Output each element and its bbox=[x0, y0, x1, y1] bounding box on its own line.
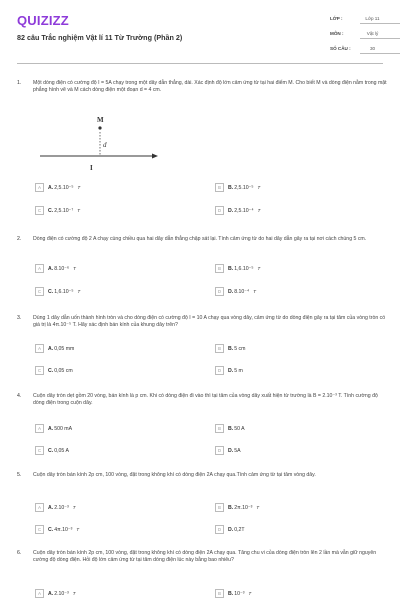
option-value: 500 mA bbox=[54, 425, 73, 432]
option-letter: D. bbox=[228, 367, 234, 374]
option-a[interactable] bbox=[35, 183, 80, 192]
wire-diagram bbox=[40, 112, 160, 174]
option-letter: B. bbox=[228, 504, 234, 511]
option-letter: B. bbox=[228, 425, 234, 432]
option-letter: A. bbox=[48, 184, 54, 191]
option-value: 2π.10⁻³ bbox=[234, 504, 253, 511]
option-unit: T bbox=[77, 208, 80, 213]
option-box: D bbox=[215, 287, 224, 296]
option-c[interactable] bbox=[35, 525, 79, 534]
option-box: D bbox=[215, 206, 224, 215]
option-value: 0,05 cm bbox=[54, 367, 73, 374]
question-number: 4. bbox=[17, 393, 22, 399]
meta-count-label: SỐ CÂU : bbox=[330, 46, 351, 51]
option-box: A bbox=[35, 183, 44, 192]
option-d[interactable] bbox=[215, 206, 260, 215]
option-box: A bbox=[35, 264, 44, 273]
meta-underline bbox=[360, 53, 400, 54]
option-value: 2.10⁻³ bbox=[54, 590, 69, 597]
option-letter: A. bbox=[48, 504, 54, 511]
point-m-dot bbox=[98, 126, 101, 129]
option-value: 5 cm bbox=[234, 345, 246, 352]
option-letter: B. bbox=[228, 345, 234, 352]
option-value: 1,6.10⁻⁵ bbox=[54, 288, 74, 295]
meta-underline bbox=[360, 38, 400, 39]
option-box: B bbox=[215, 183, 224, 192]
option-value: 0,05 A bbox=[54, 447, 69, 454]
option-box: B bbox=[215, 589, 224, 598]
option-letter: A. bbox=[48, 265, 54, 272]
option-value: 4π.10⁻³ bbox=[54, 526, 73, 533]
option-letter: D. bbox=[228, 526, 234, 533]
option-value: 2,5.10⁻⁵ bbox=[234, 184, 254, 191]
meta-underline bbox=[360, 23, 400, 24]
option-b[interactable] bbox=[215, 344, 245, 353]
option-letter: C. bbox=[48, 367, 54, 374]
option-value: 2.10⁻³ bbox=[54, 504, 69, 511]
option-unit: T bbox=[72, 505, 76, 510]
meta-class bbox=[330, 16, 385, 21]
option-c[interactable] bbox=[35, 287, 80, 296]
option-a[interactable] bbox=[35, 344, 74, 353]
option-b[interactable] bbox=[215, 424, 245, 433]
option-value: 2,5.10⁻⁵ bbox=[54, 184, 74, 191]
option-box: A bbox=[35, 503, 44, 512]
meta-class-value: Lớp 11 bbox=[365, 16, 380, 21]
option-unit: T bbox=[253, 289, 257, 294]
question-text: Dòng điện có cường độ 2 A chạy cùng chiều qua hai dây dẫn thẳng chập sát lại. Tính cảm ứng từ do hai dây dẫn gây ra tại nơi cách chúng 5 cm. bbox=[33, 236, 367, 242]
question-number: 2. bbox=[17, 236, 22, 242]
question-number: 3. bbox=[17, 315, 22, 321]
point-m-label: M bbox=[97, 116, 104, 124]
meta-class-label: LỚP : bbox=[330, 16, 343, 21]
option-letter: D. bbox=[228, 447, 234, 454]
meta-subject-value: Vật lý bbox=[366, 31, 379, 36]
option-d[interactable] bbox=[215, 287, 256, 296]
option-letter: D. bbox=[228, 207, 234, 214]
option-box: C bbox=[35, 525, 44, 534]
document-title: 82 câu Trắc nghiệm Vật lí 11 Từ Trường (Phần 2) bbox=[17, 33, 183, 42]
option-unit: T bbox=[77, 185, 81, 190]
quizizz-logo: QUIZIZZ bbox=[17, 13, 69, 28]
option-box: C bbox=[35, 366, 44, 375]
option-b[interactable] bbox=[215, 503, 259, 512]
option-letter: C. bbox=[48, 207, 54, 214]
current-label: I bbox=[90, 164, 93, 172]
option-value: 0,2T bbox=[234, 526, 245, 533]
option-value: 1,6.10⁻⁵ bbox=[234, 265, 254, 272]
option-value: 0,05 mm bbox=[54, 345, 75, 352]
option-letter: B. bbox=[228, 265, 234, 272]
option-box: D bbox=[215, 525, 224, 534]
option-box: D bbox=[215, 366, 224, 375]
option-unit: T bbox=[257, 266, 261, 271]
question-text: Cuộn dây tròn bán kính 2p cm, 100 vòng, đặt trong không khí có dòng điện 2A chạy qua. Tăng chu vi của dòng điện tròn lên 2 lần mà vẫn giữ nguyên cường độ dòng điện. Hỏi độ lớn cảm ứng từ tại tâm dòng điện lúc này bằng bao nhiêu? bbox=[33, 550, 377, 564]
option-box: B bbox=[215, 344, 224, 353]
option-value: 5A bbox=[234, 447, 241, 454]
option-unit: T bbox=[257, 208, 261, 213]
distance-label: d bbox=[103, 141, 107, 149]
option-box: A bbox=[35, 589, 44, 598]
question-text: Cuộn dây tròn bán kính 2p cm, 100 vòng, đặt trong không khí có dòng điện 2A chạy qua.Tính cảm ứng từ tại tâm vòng dây. bbox=[33, 472, 316, 478]
option-letter: A. bbox=[48, 425, 54, 432]
option-letter: C. bbox=[48, 526, 54, 533]
option-letter: A. bbox=[48, 345, 54, 352]
option-unit: T bbox=[248, 591, 252, 596]
option-letter: C. bbox=[48, 447, 54, 454]
meta-subject-label: MÔN : bbox=[330, 31, 344, 36]
arrow-icon bbox=[152, 154, 158, 159]
meta-subject bbox=[330, 31, 385, 36]
option-unit: T bbox=[256, 505, 260, 510]
option-letter: D. bbox=[228, 288, 234, 295]
option-box: A bbox=[35, 424, 44, 433]
option-d[interactable] bbox=[215, 366, 243, 375]
meta-count-value: 30 bbox=[369, 46, 376, 51]
question-text: Cuộn dây tròn dẹt gồm 20 vòng, bán kính là p cm. Khi có dòng điện đi vào thì tại tâm của vòng dây xuất hiện từ trường là B = 2.10⁻³ T. Tính cường độ dòng điện trong cuộn dây. bbox=[33, 393, 378, 407]
option-unit: T bbox=[73, 266, 76, 271]
question-number: 5. bbox=[17, 472, 22, 478]
option-box: C bbox=[35, 206, 44, 215]
option-value: 50 A bbox=[234, 425, 245, 432]
option-d[interactable] bbox=[215, 525, 245, 534]
option-unit: T bbox=[77, 289, 81, 294]
option-box: B bbox=[215, 503, 224, 512]
option-value: 10⁻³ bbox=[234, 590, 245, 597]
option-b[interactable] bbox=[215, 589, 251, 598]
option-value: 8.10⁻⁴ bbox=[234, 288, 250, 295]
question-text: Một dòng điện có cường độ I = 5A chạy trong một dây dẫn thẳng, dài. Xác định độ lớn cảm ứng từ tại hai điểm M. Cho biết M và dòng điện nằm trong mặt phẳng hình vẽ và M cách dòng điện một đoạn d = 4 cm. bbox=[33, 80, 387, 94]
question-number: 6. bbox=[17, 550, 22, 556]
header-divider bbox=[17, 63, 383, 64]
option-a[interactable] bbox=[35, 424, 72, 433]
option-c[interactable] bbox=[35, 446, 69, 455]
option-value: 2,5.10⁻⁷ bbox=[54, 207, 74, 214]
option-letter: B. bbox=[228, 184, 234, 191]
option-b[interactable] bbox=[215, 183, 260, 192]
option-unit: T bbox=[76, 527, 80, 532]
option-a[interactable] bbox=[35, 589, 76, 598]
option-c[interactable] bbox=[35, 206, 80, 215]
option-letter: B. bbox=[228, 590, 234, 597]
option-c[interactable] bbox=[35, 366, 73, 375]
question-text: Dùng 1 dây dẫn uốn thành hình tròn và cho dòng điện có cường độ I = 10 A chạy qua vòng dây, cảm ứng từ do dòng điện gây ra tại tâm của vòng tròn có giá trị là 4π.10⁻⁵ T. Hãy xác định bán kính của khung dây trên? bbox=[33, 315, 386, 329]
option-unit: T bbox=[72, 591, 76, 596]
meta-count bbox=[330, 46, 385, 51]
option-box: B bbox=[215, 264, 224, 273]
option-a[interactable] bbox=[35, 264, 76, 273]
option-letter: C. bbox=[48, 288, 54, 295]
option-b[interactable] bbox=[215, 264, 260, 273]
option-value: 2,5.10⁻⁴ bbox=[234, 207, 254, 214]
option-box: C bbox=[35, 446, 44, 455]
option-d[interactable] bbox=[215, 446, 241, 455]
option-box: C bbox=[35, 287, 44, 296]
option-box: D bbox=[215, 446, 224, 455]
option-value: 8.10⁻⁶ bbox=[54, 265, 70, 272]
option-box: B bbox=[215, 424, 224, 433]
option-letter: A. bbox=[48, 590, 54, 597]
option-box: A bbox=[35, 344, 44, 353]
option-unit: T bbox=[257, 185, 261, 190]
option-a[interactable] bbox=[35, 503, 76, 512]
option-value: 5 m bbox=[234, 367, 243, 374]
question-number: 1. bbox=[17, 80, 22, 86]
